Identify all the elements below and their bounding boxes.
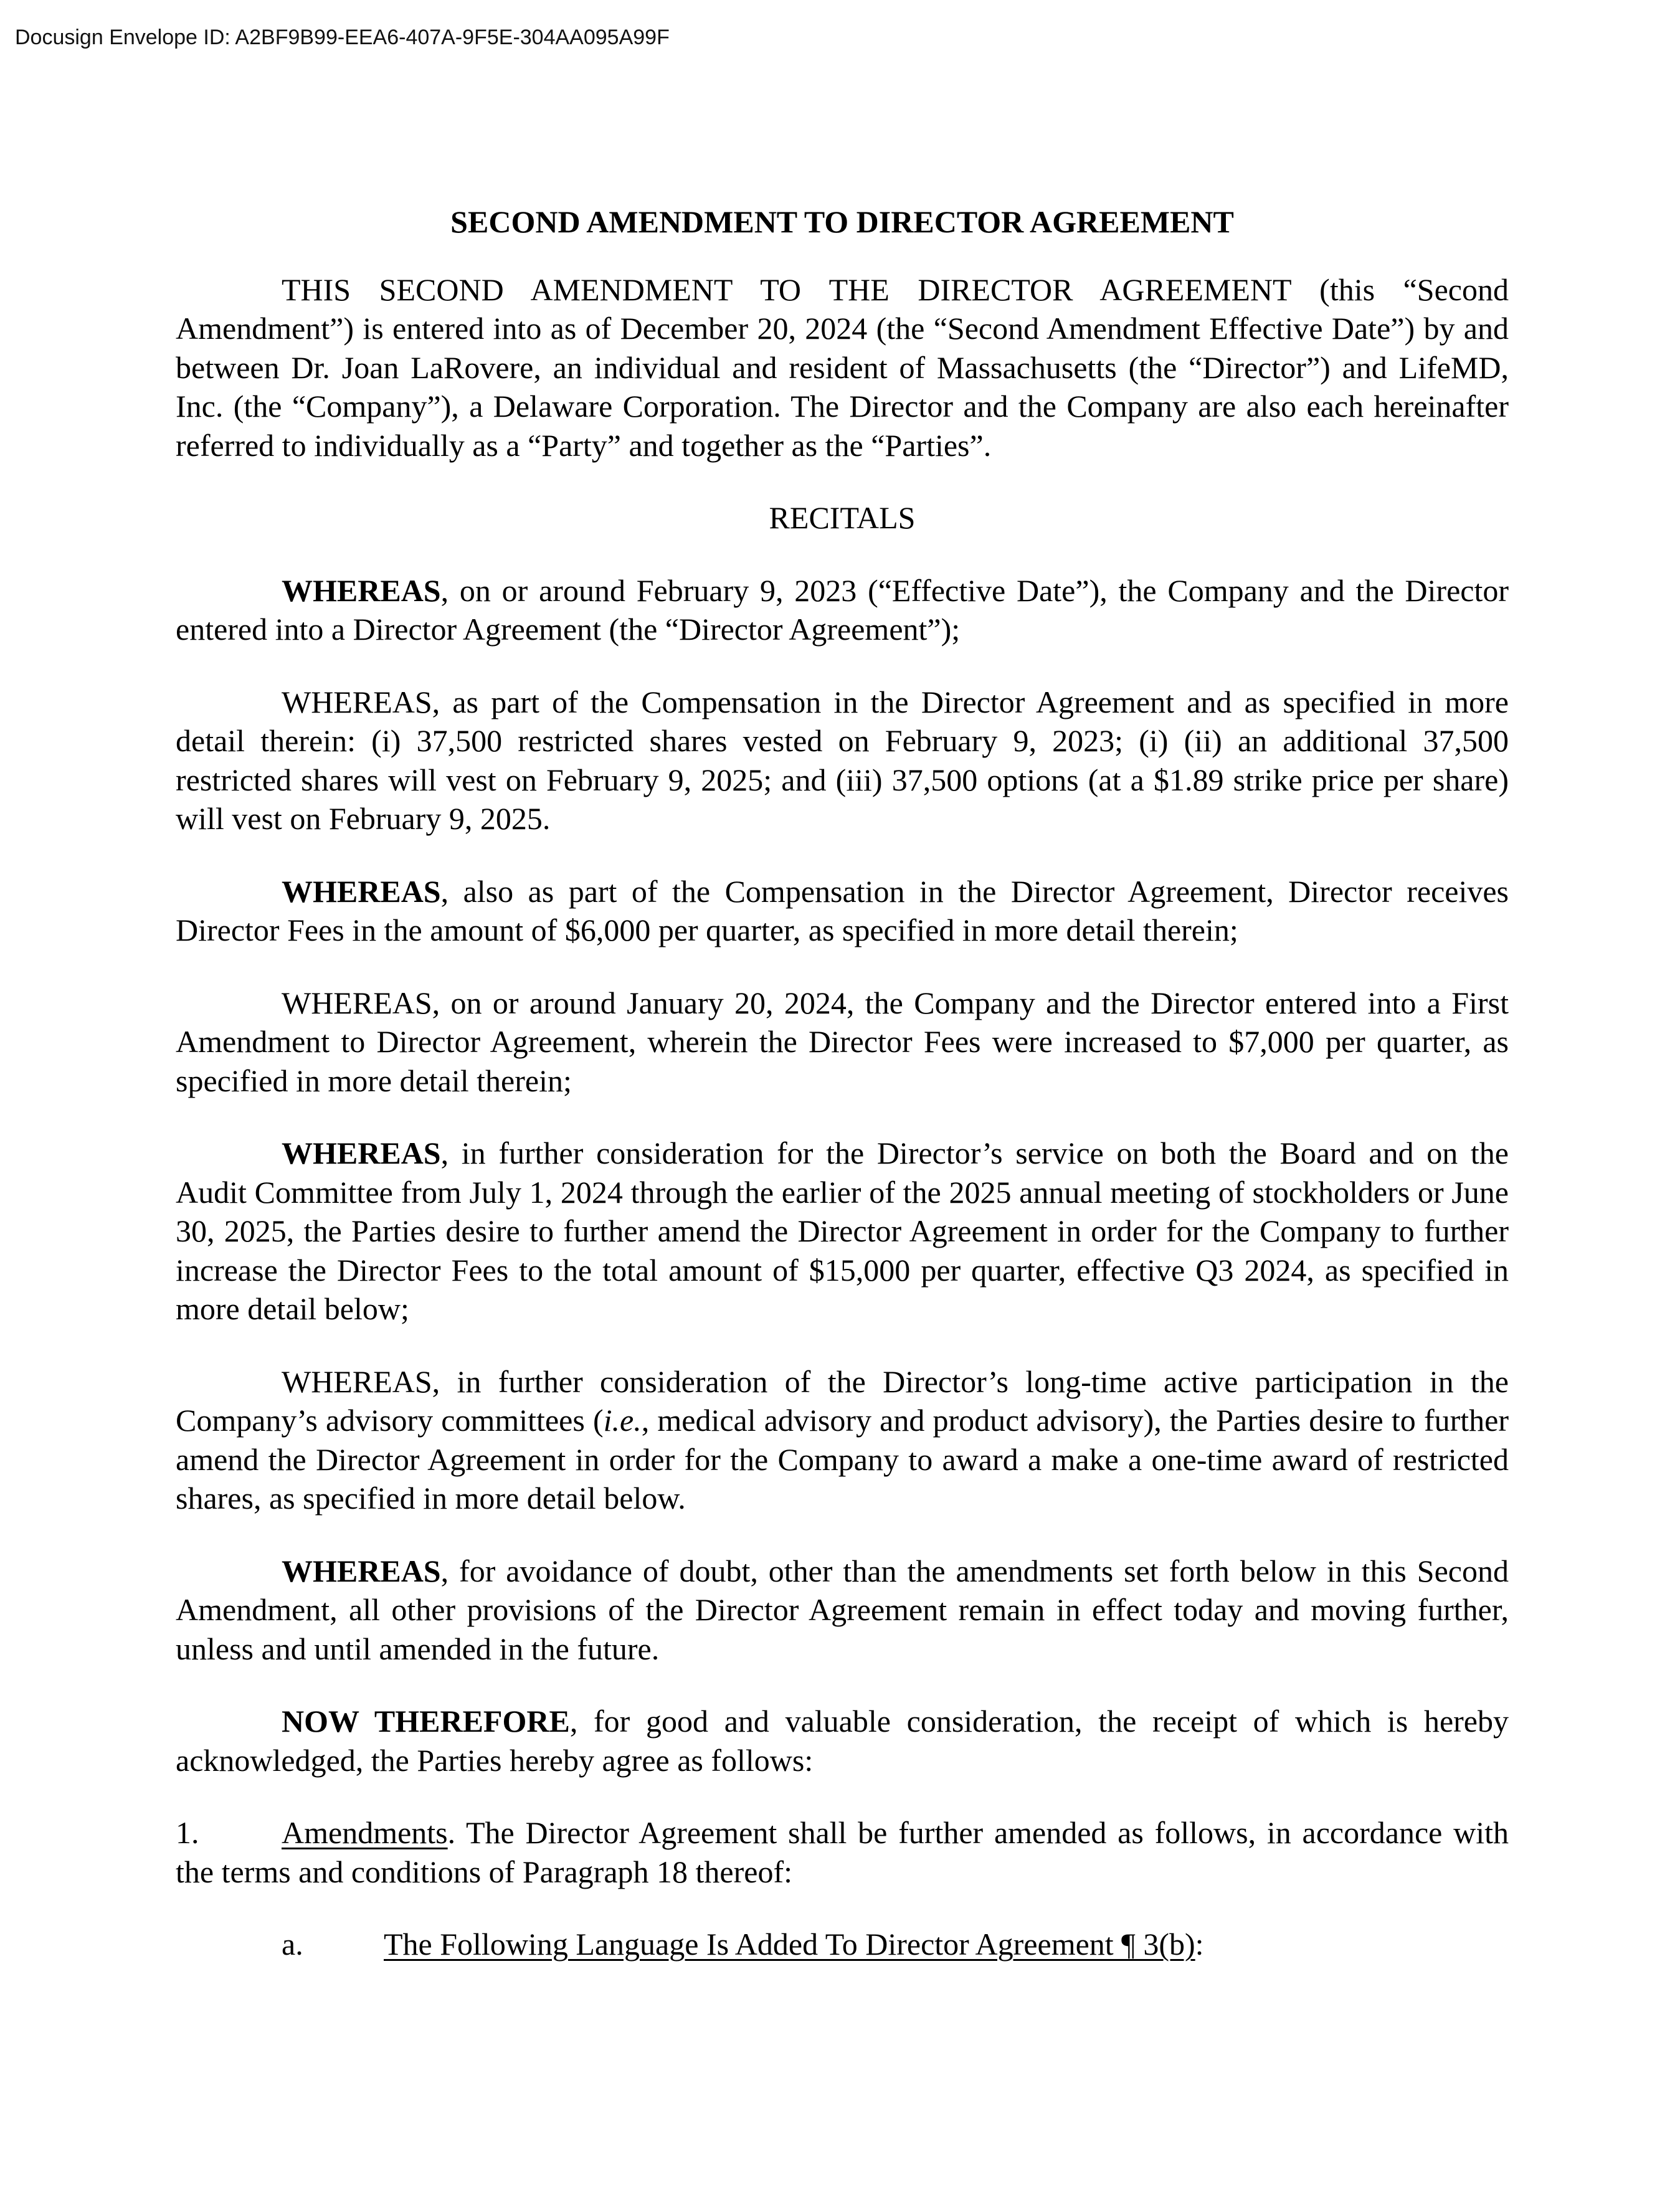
document-title: SECOND AMENDMENT TO DIRECTOR AGREEMENT: [450, 204, 1234, 239]
whereas-lead: WHEREAS: [282, 873, 441, 909]
whereas-text: , on or around February 9, 2023 (“Effective Date”), the Company and the Director entered into a Director Agreement (the “Director Agreement”);: [176, 572, 1509, 647]
subitem-suffix: :: [1195, 1927, 1204, 1962]
document-page: [176, 202, 1509, 1964]
section-text: . The Director Agreement shall be further amended as follows, in accordance with the terms and conditions of Paragraph 18 thereof:: [176, 1815, 1509, 1889]
whereas-lead: WHEREAS: [282, 1553, 441, 1588]
whereas-paragraph-6: [176, 1362, 1509, 1518]
subitem-label: a.: [282, 1927, 303, 1962]
now-therefore-text: , for good and valuable consideration, the receipt of which is hereby acknowledged, the Parties hereby agree as follows:: [176, 1704, 1509, 1778]
now-therefore-paragraph: [176, 1702, 1509, 1780]
now-therefore-lead: NOW THEREFORE: [282, 1704, 570, 1739]
whereas-paragraph-1: [176, 571, 1509, 649]
whereas-text: , also as part of the Compensation in the Director Agreement, Director receives Director Fees in the amount of $6,000 per quarter, as specified in more detail therein;: [176, 873, 1509, 947]
whereas-paragraph-3: [176, 872, 1509, 950]
intro-paragraph: THIS SECOND AMENDMENT TO THE DIRECTOR AGREEMENT (this “Second Amendment”) is entered into as of December 20, 2024 (the “Second Amendment Effective Date”) by and between Dr. Joan LaRovere, an individual and resident of Massachusetts (the “Director”) and LifeMD, Inc. (the “Company”), a Delaware Corporation. The Director and the Company are also each hereinafter referred to individually as a “Party” and together as the “Parties”.: [176, 272, 1509, 463]
whereas-text-before: WHEREAS, in further consideration of the Director’s long-time active participation in the Company’s advisory committees (: [176, 1364, 1509, 1438]
subitem-heading: The Following Language Is Added To Director Agreement ¶ 3(b): [384, 1927, 1195, 1962]
subitem-a: [282, 1925, 1509, 1964]
whereas-text: , for avoidance of doubt, other than the amendments set forth below in this Second Amendment, all other provisions of the Director Agreement remain in effect today and moving further, unless and until amended in the future.: [176, 1553, 1509, 1666]
section-number: 1.: [176, 1815, 199, 1850]
whereas-text: , in further consideration for the Director’s service on both the Board and on the Audit Committee from July 1, 2024 through the earlier of the 2025 annual meeting of stockholders or June 30, 2025, the Parties desire to further amend the Director Agreement in order for the Company to further increase the Director Fees to the total amount of $15,000 per quarter, effective Q3 2024, as specified in more detail below;: [176, 1136, 1509, 1326]
whereas-paragraph-4: WHEREAS, on or around January 20, 2024, the Company and the Director entered into a First Amendment to Director Agreement, wherein the Director Fees were increased to $7,000 per quarter, as specified in more detail therein;: [176, 985, 1509, 1098]
whereas-italic-ie: i.e.: [603, 1403, 642, 1438]
section-1-amendments: [176, 1813, 1509, 1891]
whereas-lead: WHEREAS: [282, 572, 441, 608]
whereas-lead: WHEREAS: [282, 1136, 441, 1170]
whereas-text-after: , medical advisory and product advisory), the Parties desire to further amend the Director Agreement in order for the Company to award a make a one-time award of restricted shares, as specified in more detail below.: [176, 1403, 1509, 1516]
docusign-envelope-id: Docusign Envelope ID: A2BF9B99-EEA6-407A-9F5E-304AA095A99F: [15, 26, 670, 49]
whereas-paragraph-7: [176, 1552, 1509, 1669]
whereas-paragraph-5: [176, 1134, 1509, 1329]
whereas-paragraph-2: WHEREAS, as part of the Compensation in the Director Agreement and as specified in more detail therein: (i) 37,500 restricted shares vested on February 9, 2023; (i) (ii) an additional 37,500 restricted shares will vest on February 9, 2025; and (iii) 37,500 options (at a $1.89 strike price per share) will vest on February 9, 2025.: [176, 684, 1509, 836]
recitals-heading: RECITALS: [769, 500, 916, 535]
section-heading: Amendments: [282, 1815, 448, 1850]
